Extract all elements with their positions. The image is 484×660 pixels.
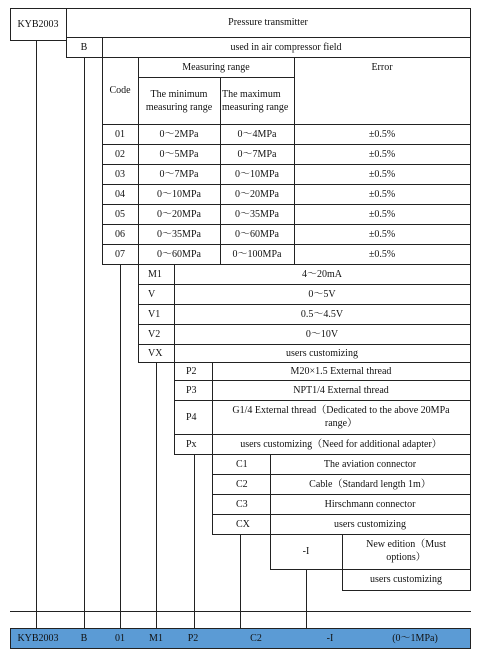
thread-text: users customizing（Need for additional adapter）: [240, 438, 442, 450]
range-row-min: 0～60MPa: [157, 248, 201, 260]
thread-code: P3: [186, 384, 197, 396]
range-row-min: 0～20MPa: [157, 208, 201, 220]
output-code: V2: [148, 328, 161, 340]
field-description-cell: used in air compressor field: [230, 41, 342, 53]
thread-code: P4: [186, 411, 197, 423]
max-range-header: The maximum measuring range: [222, 88, 289, 113]
example-range-text: (0～1MPa): [392, 632, 438, 644]
thread-code: Px: [186, 438, 197, 450]
range-row-code: 01: [115, 128, 125, 140]
code-column-header: Code: [109, 85, 131, 96]
range-row-code: 06: [115, 228, 125, 240]
range-row-error: ±0.5%: [368, 148, 396, 160]
connector-text: Hirschmann connector: [324, 498, 416, 510]
output-code: V: [148, 288, 156, 300]
edition-custom: users customizing: [370, 573, 442, 585]
edition-text: New edition（Must options）: [366, 539, 446, 563]
range-row-max: 0～60MPa: [235, 228, 279, 240]
output-text: users customizing: [286, 347, 358, 359]
range-row-max: 0～20MPa: [235, 188, 279, 200]
edition-code: -I: [302, 545, 310, 557]
output-code: V1: [148, 308, 161, 320]
range-row-max: 0～100MPa: [232, 248, 282, 260]
min-range-header: The minimum measuring range: [145, 88, 213, 113]
range-row-max: 0～10MPa: [235, 168, 279, 180]
error-column-header: Error: [371, 61, 393, 73]
range-row-error: ±0.5%: [368, 248, 396, 260]
example-connector: C2: [250, 632, 262, 644]
range-row-code: 07: [115, 248, 125, 260]
thread-code: P2: [186, 365, 197, 377]
example-thread: P2: [187, 632, 199, 644]
example-model: KYB2003: [17, 632, 59, 644]
range-row-max: 0～7MPa: [237, 148, 277, 160]
range-row-error: ±0.5%: [368, 188, 396, 200]
range-row-min: 0～10MPa: [157, 188, 201, 200]
connector-text: users customizing: [334, 518, 406, 530]
field-code-cell: B: [80, 41, 88, 53]
example-range: 01: [115, 632, 125, 644]
output-text: 4～20mA: [302, 268, 342, 280]
output-code: M1: [148, 268, 162, 280]
thread-text: NPT1/4 External thread: [293, 384, 389, 396]
range-row-error: ±0.5%: [368, 128, 396, 140]
connector-code: CX: [236, 518, 250, 530]
connector-text: Cable（Standard length 1m）: [309, 478, 431, 490]
range-row-error: ±0.5%: [368, 208, 396, 220]
range-row-code: 05: [115, 208, 125, 220]
range-row-max: 0～35MPa: [235, 208, 279, 220]
product-name-cell: Pressure transmitter: [228, 17, 308, 28]
thread-text: G1/4 External thread（Dedicated to the above 20MPa range）: [232, 405, 450, 429]
output-text: 0～5V: [308, 288, 336, 300]
range-row-min: 0～2MPa: [159, 128, 199, 140]
example-output: M1: [149, 632, 163, 644]
range-row-error: ±0.5%: [368, 228, 396, 240]
range-row-code: 04: [115, 188, 125, 200]
range-row-min: 0～5MPa: [159, 148, 199, 160]
connector-code: C2: [236, 478, 248, 490]
model-code-cell: KYB2003: [17, 18, 59, 30]
range-row-max: 0～4MPa: [237, 128, 277, 140]
connector-code: C1: [236, 458, 248, 470]
connector-text: The aviation connector: [323, 458, 417, 470]
range-row-error: ±0.5%: [368, 168, 396, 180]
connector-code: C3: [236, 498, 248, 510]
range-row-code: 02: [115, 148, 125, 160]
output-text: 0.5～4.5V: [300, 308, 344, 320]
range-row-min: 0～35MPa: [157, 228, 201, 240]
thread-text: M20×1.5 External thread: [290, 365, 392, 377]
output-code: VX: [148, 347, 163, 359]
measuring-range-header: Measuring range: [182, 61, 250, 73]
range-row-min: 0～7MPa: [159, 168, 199, 180]
range-row-code: 03: [115, 168, 125, 180]
example-field: B: [80, 632, 88, 644]
example-edition: -I: [326, 632, 334, 644]
output-text: 0～10V: [305, 328, 339, 340]
